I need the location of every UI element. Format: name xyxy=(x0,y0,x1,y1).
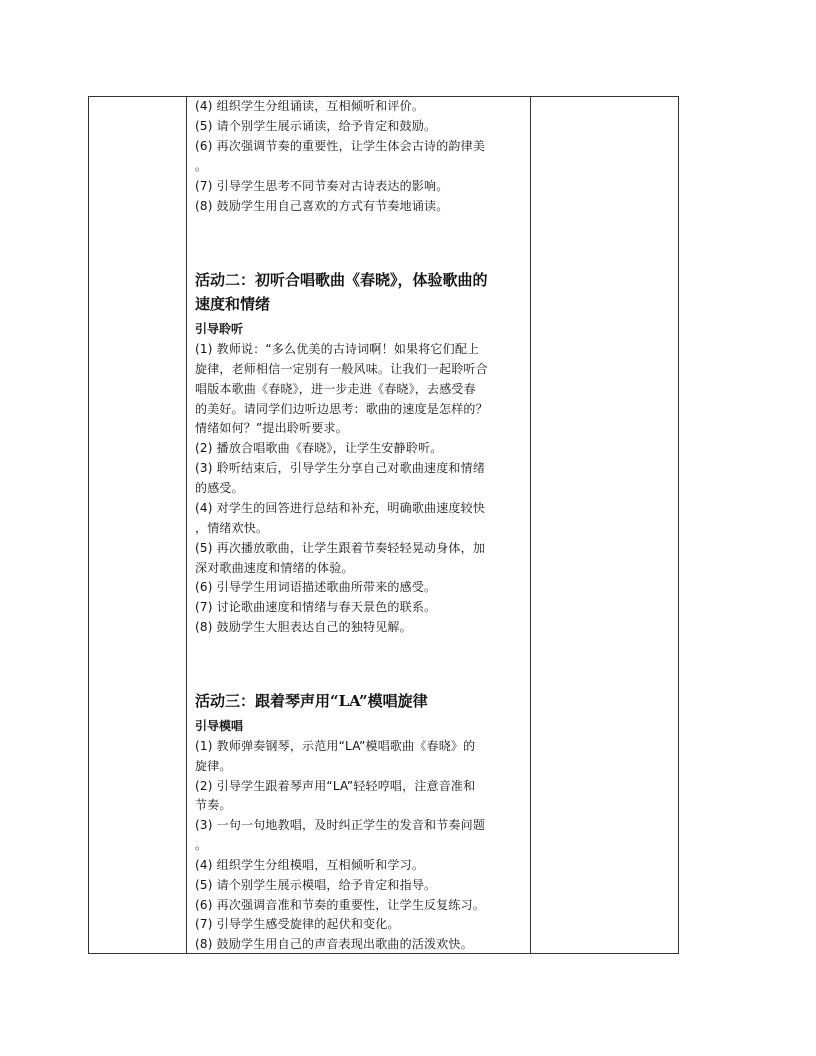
step-line: 情绪如何？”提出聆听要求。 xyxy=(195,421,348,435)
activity-2-heading-cont: 速度和情绪 xyxy=(195,295,271,313)
step-line: (7) 讨论歌曲速度和情绪与春天景色的联系。 xyxy=(195,600,437,614)
column-divider-left xyxy=(186,97,187,953)
step-line: (4) 对学生的回答进行总结和补充，明确歌曲速度较快 xyxy=(195,501,486,515)
activity-2-heading: 活动二：初听合唱歌曲《春晓》，体验歌曲的 xyxy=(195,271,488,289)
step-line: (7) 引导学生思考不同节奏对古诗表达的影响。 xyxy=(195,179,449,193)
step-line: (1) 教师说：“多么优美的古诗词啊！如果将它们配上 xyxy=(195,342,480,356)
step-line: 。 xyxy=(195,838,208,852)
step-line: (3) 聆听结束后，引导学生分享自己对歌曲速度和情绪 xyxy=(195,461,486,475)
activity-3-heading: 活动三：跟着琴声用“LA”模唱旋律 xyxy=(195,692,428,710)
step-line: (6) 引导学生用词语描述歌曲所带来的感受。 xyxy=(195,580,437,594)
step-line: 旋律，老师相信一定别有一般风味。让我们一起聆听合 xyxy=(195,362,488,376)
step-line: (7) 引导学生感受旋律的起伏和变化。 xyxy=(195,917,400,931)
activity-2-subtitle: 引导聆听 xyxy=(195,322,244,336)
step-line: (8) 鼓励学生用自己的声音表现出歌曲的活泼欢快。 xyxy=(195,937,473,951)
step-line: 旋律。 xyxy=(195,759,232,773)
step-line: (5) 再次播放歌曲，让学生跟着节奏轻轻晃动身体，加 xyxy=(195,541,486,555)
step-line: 。 xyxy=(195,159,208,173)
step-line: (2) 播放合唱歌曲《春晓》，让学生安静聆听。 xyxy=(195,441,443,455)
step-line: 的感受。 xyxy=(195,481,244,495)
step-line: ，情绪欢快。 xyxy=(195,521,269,535)
activity-3-subtitle: 引导模唱 xyxy=(195,719,244,733)
step-line: (5) 请个别学生展示模唱，给予肯定和指导。 xyxy=(195,878,437,892)
step-line: (5) 请个别学生展示诵读，给予肯定和鼓励。 xyxy=(195,119,437,133)
step-line: 的美好。请同学们边听边思考：歌曲的速度是怎样的？ xyxy=(195,402,488,416)
step-line: (1) 教师弹奏钢琴，示范用“LA”模唱歌曲《春晓》的 xyxy=(195,739,476,753)
step-line: (8) 鼓励学生大胆表达自己的独特见解。 xyxy=(195,620,412,634)
step-line: 深对歌曲速度和情绪的体验。 xyxy=(195,561,354,575)
step-line: (8) 鼓励学生用自己喜欢的方式有节奏地诵读。 xyxy=(195,199,449,213)
step-line: 唱版本歌曲《春晓》，进一步走进《春晓》，去感受春 xyxy=(195,382,476,396)
step-line: 节奏。 xyxy=(195,798,232,812)
step-line: (6) 再次强调音准和节奏的重要性，让学生反复练习。 xyxy=(195,898,486,912)
step-line: (3) 一句一句地教唱，及时纠正学生的发音和节奏问题 xyxy=(195,818,486,832)
step-line: (6) 再次强调节奏的重要性，让学生体会古诗的韵律美 xyxy=(195,139,486,153)
step-line: (4) 组织学生分组诵读，互相倾听和评价。 xyxy=(195,99,425,113)
lesson-plan-table xyxy=(88,96,679,954)
step-line: (2) 引导学生跟着琴声用“LA”轻轻哼唱，注意音准和 xyxy=(195,779,476,793)
column-divider-right xyxy=(530,97,531,953)
step-line: (4) 组织学生分组模唱，互相倾听和学习。 xyxy=(195,858,425,872)
